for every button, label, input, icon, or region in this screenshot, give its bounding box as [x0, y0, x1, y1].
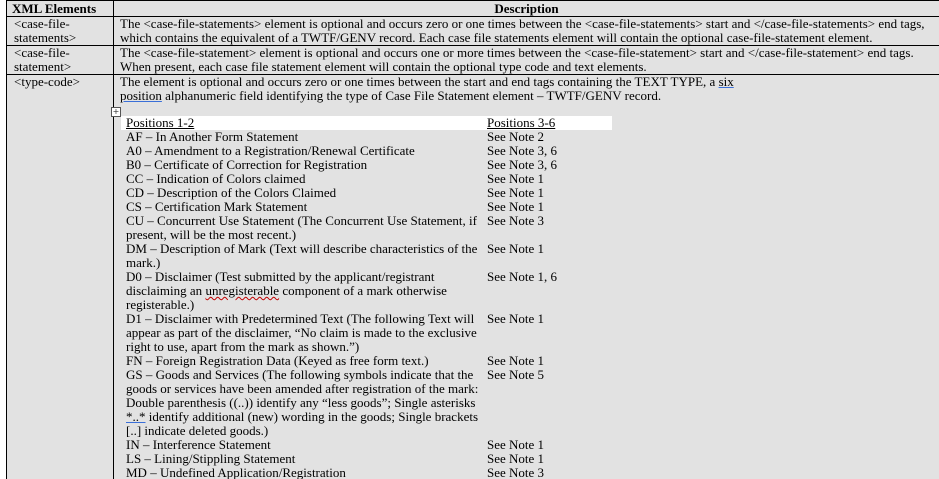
description-line: position alphanumeric field identifying the type of Case File Statement element – TWTF/GENV record.: [120, 88, 662, 103]
code-note: See Note 3, 6: [487, 143, 558, 158]
code-description-line: present, will be the most recent.): [126, 227, 297, 242]
code-note: See Note 3, 6: [487, 157, 558, 172]
description-type-code: [120, 75, 938, 103]
code-note: See Note 5: [487, 367, 545, 382]
code-description-line: CS – Certification Mark Statement: [126, 199, 308, 214]
code-description-line: DM – Description of Mark (Text will describe characteristics of the: [126, 241, 478, 256]
code-row: [121, 270, 612, 312]
code-description-line: right to use, apart from the mark as shown.”): [126, 339, 360, 354]
code-description: [126, 130, 480, 144]
code-description: [126, 186, 480, 200]
code-description: [126, 354, 480, 368]
code-note: See Note 1: [487, 171, 545, 186]
code-description: [126, 200, 480, 214]
code-row: [121, 438, 612, 452]
code-note: See Note 1, 6: [487, 269, 558, 284]
code-row: [121, 368, 612, 438]
code-description: [126, 214, 480, 242]
code-description-line: AF – In Another Form Statement: [126, 129, 299, 144]
description-case-file-statements: [120, 17, 938, 45]
code-description-line: CD – Description of the Colors Claimed: [126, 185, 337, 200]
code-note: See Note 2: [487, 129, 545, 144]
code-description-line: A0 – Amendment to a Registration/Renewal Certificate: [126, 143, 415, 158]
code-description: [126, 242, 480, 270]
element-line: <case-file-: [14, 16, 70, 31]
code-description: [126, 270, 480, 312]
code-description-line: *..* identify additional (new) wording in the goods; Single brackets: [126, 409, 479, 424]
code-row: [121, 214, 612, 242]
code-row: [121, 186, 612, 200]
code-description-line: mark.): [126, 255, 161, 270]
code-description-line: D1 – Disclaimer with Predetermined Text (The following Text will: [126, 311, 475, 326]
header-description: Description: [494, 1, 559, 16]
code-row: [121, 354, 612, 368]
column-divider: [113, 1, 114, 479]
code-description-line: D0 – Disclaimer (Test submitted by the applicant/registrant: [126, 269, 435, 284]
code-note: See Note 1: [487, 241, 545, 256]
code-description: [126, 312, 480, 354]
code-description: [126, 144, 480, 158]
code-description-line: IN – Interference Statement: [126, 437, 271, 452]
code-description-line: LS – Lining/Stippling Statement: [126, 451, 296, 466]
header-positions-3-6: Positions 3-6: [487, 115, 556, 130]
code-description-line: appear as part of the disclaimer, “No claim is made to the exclusive: [126, 325, 477, 340]
element-line: <case-file-: [14, 45, 70, 60]
code-description-line: Double parenthesis ((..)) identify any “less goods”; Single asterisks: [126, 395, 476, 410]
code-description-line: CC – Indication of Colors claimed: [126, 171, 306, 186]
element-case-file-statement: [14, 46, 112, 74]
code-description: [126, 466, 480, 479]
code-row: [121, 452, 612, 466]
code-note: See Note 1: [487, 437, 545, 452]
description-case-file-statement: [120, 46, 938, 74]
code-row: [121, 200, 612, 214]
description-line: The <case-file-statement> element is optional and occurs one or more times between the <case-file-statement> start and </case-file-statement> end tags.: [120, 45, 914, 60]
code-note: See Note 1: [487, 311, 545, 326]
plus-square-icon[interactable]: +: [112, 107, 120, 116]
code-description: [126, 438, 480, 452]
code-note: See Note 3: [487, 213, 545, 228]
code-row: [121, 144, 612, 158]
header-positions-1-2: Positions 1-2: [126, 115, 195, 130]
code-note: See Note 1: [487, 199, 545, 214]
description-line: When present, each case file statement element will contain the optional type code and text elements.: [120, 59, 647, 74]
code-description-line: CU – Concurrent Use Statement (The Concurrent Use Statement, if: [126, 213, 477, 228]
code-note: See Note 1: [487, 353, 545, 368]
code-row: [121, 466, 612, 479]
description-line: which contains the equivalent of a TWTF/GENV record. Each case file statements element will contain the optional case-file-statement element.: [120, 30, 873, 45]
code-row: [121, 158, 612, 172]
code-row: [121, 242, 612, 270]
code-note: See Note 1: [487, 185, 545, 200]
element-case-file-statements: [14, 17, 112, 45]
code-description: [126, 172, 480, 186]
description-line: The <case-file-statements> element is optional and occurs zero or one times between the <case-file-statements> start and </case-file-statements> end tags,: [120, 16, 925, 31]
description-line: The element is optional and occurs zero or one times between the start and end tags containing the TEXT TYPE, a six: [120, 74, 734, 89]
code-description-line: goods or services have been amended after registration of the mark:: [126, 381, 479, 396]
element-line: statements>: [14, 30, 77, 45]
code-row: [121, 312, 612, 354]
code-description: [126, 368, 480, 438]
code-note: See Note 1: [487, 451, 545, 466]
code-row: [121, 130, 612, 144]
element-type-code: <type-code>: [14, 74, 80, 89]
code-description: [126, 158, 480, 172]
code-description: [126, 452, 480, 466]
element-line: statement>: [14, 59, 72, 74]
code-description-line: GS – Goods and Services (The following symbols indicate that the: [126, 367, 474, 382]
code-description-line: MD – Undefined Application/Registration: [126, 465, 346, 479]
code-description-line: [..] indicate deleted goods.): [126, 423, 269, 438]
header-xml-elements: XML Elements: [12, 1, 97, 16]
code-note: See Note 3: [487, 465, 545, 479]
code-row: [121, 172, 612, 186]
code-description-line: B0 – Certificate of Correction for Registration: [126, 157, 368, 172]
code-description-line: disclaiming an unregisterable component of a mark otherwise: [126, 283, 447, 298]
code-description-line: FN – Foreign Registration Data (Keyed as free form text.): [126, 353, 429, 368]
code-description-line: registerable.): [126, 297, 195, 312]
